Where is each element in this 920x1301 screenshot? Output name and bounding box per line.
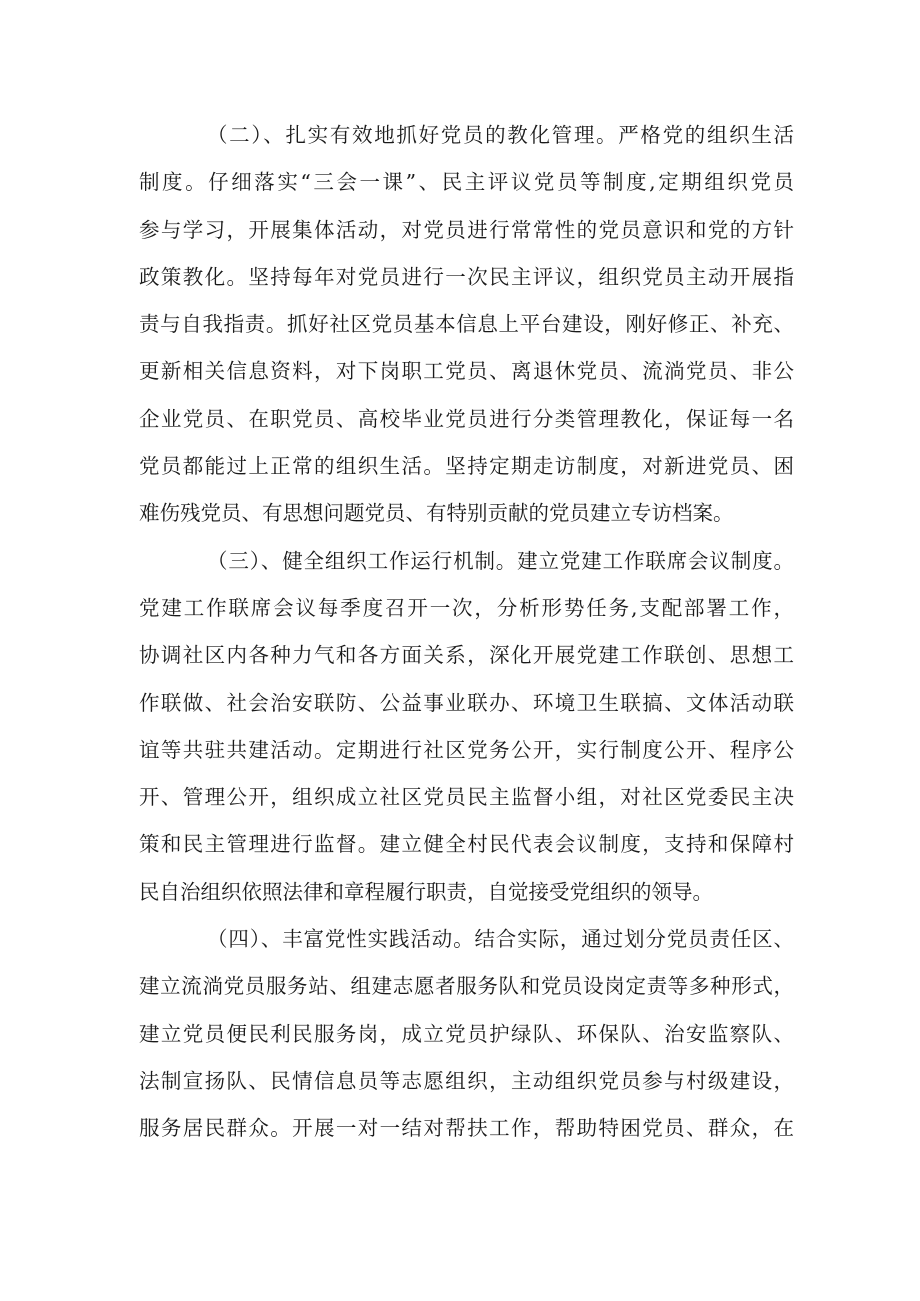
paragraph-two [139, 112, 794, 538]
paragraph-line: 难伤残党员、有思想问题党员、有特别贡献的党员建立专访档案。 [139, 501, 734, 526]
paragraph-line: 党建工作联席会议每季度召开一次，分析形势任务,支配部署工作， [139, 595, 794, 620]
paragraph-line: （二）、扎实有效地抓好党员的教化管理。严格党的组织生活 [207, 123, 794, 147]
paragraph-line: 政策教化。坚持每年对党员进行一次民主评议，组织党员主动开展指 [139, 264, 794, 289]
paragraph-line: 制度。仔细落实“三会一课”、民主评议党员等制度,定期组织党员 [139, 170, 794, 195]
paragraph-line: 谊等共驻共建活动。定期进行社区党务公开，实行制度公开、程序公 [139, 737, 794, 762]
paragraph-line: 协调社区内各种力气和各方面关系，深化开展党建工作联创、思想工 [139, 643, 794, 668]
paragraph-line: 建立党员便民利民服务岗，成立党员护绿队、环保队、治安监察队、 [139, 1021, 794, 1046]
paragraph-line: 开、管理公开，组织成立社区党员民主监督小组，对社区党委民主决 [139, 785, 794, 810]
paragraph-line: （四）、丰富党性实践活动。结合实际，通过划分党员责任区、 [207, 927, 794, 952]
paragraph-line: 民自治组织依照法律和章程履行职责，自觉接受党组织的领导。 [139, 879, 713, 904]
paragraph-line: 党员都能过上正常的组织生活。坚持定期走访制度，对新进党员、困 [139, 454, 794, 479]
document-body [139, 112, 794, 1153]
paragraph-line: 参与学习，开展集体活动，对党员进行常常性的党员意识和党的方针 [139, 217, 794, 242]
paragraph-line: 作联做、社会治安联防、公益事业联办、环境卫生联搞、文体活动联 [139, 690, 794, 715]
paragraph-line: 服务居民群众。开展一对一结对帮扶工作，帮助特困党员、群众，在 [139, 1116, 794, 1141]
paragraph-line: 更新相关信息资料，对下岗职工党员、离退休党员、流淌党员、非公 [139, 359, 794, 384]
paragraph-line: 策和民主管理进行监督。建立健全村民代表会议制度，支持和保障村 [139, 832, 794, 857]
paragraph-line: 责与自我指责。抓好社区党员基本信息上平台建设，刚好修正、补充、 [139, 312, 794, 337]
paragraph-four [139, 916, 794, 1152]
paragraph-line: 建立流淌党员服务站、组建志愿者服务队和党员设岗定责等多种形式， [139, 974, 794, 999]
paragraph-line: 企业党员、在职党员、高校毕业党员进行分类管理教化，保证每一名 [139, 406, 794, 431]
paragraph-three [139, 538, 794, 916]
paragraph-line: （三）、健全组织工作运行机制。建立党建工作联席会议制度。 [207, 548, 794, 573]
paragraph-line: 法制宣扬队、民情信息员等志愿组织，主动组织党员参与村级建设， [139, 1068, 794, 1093]
